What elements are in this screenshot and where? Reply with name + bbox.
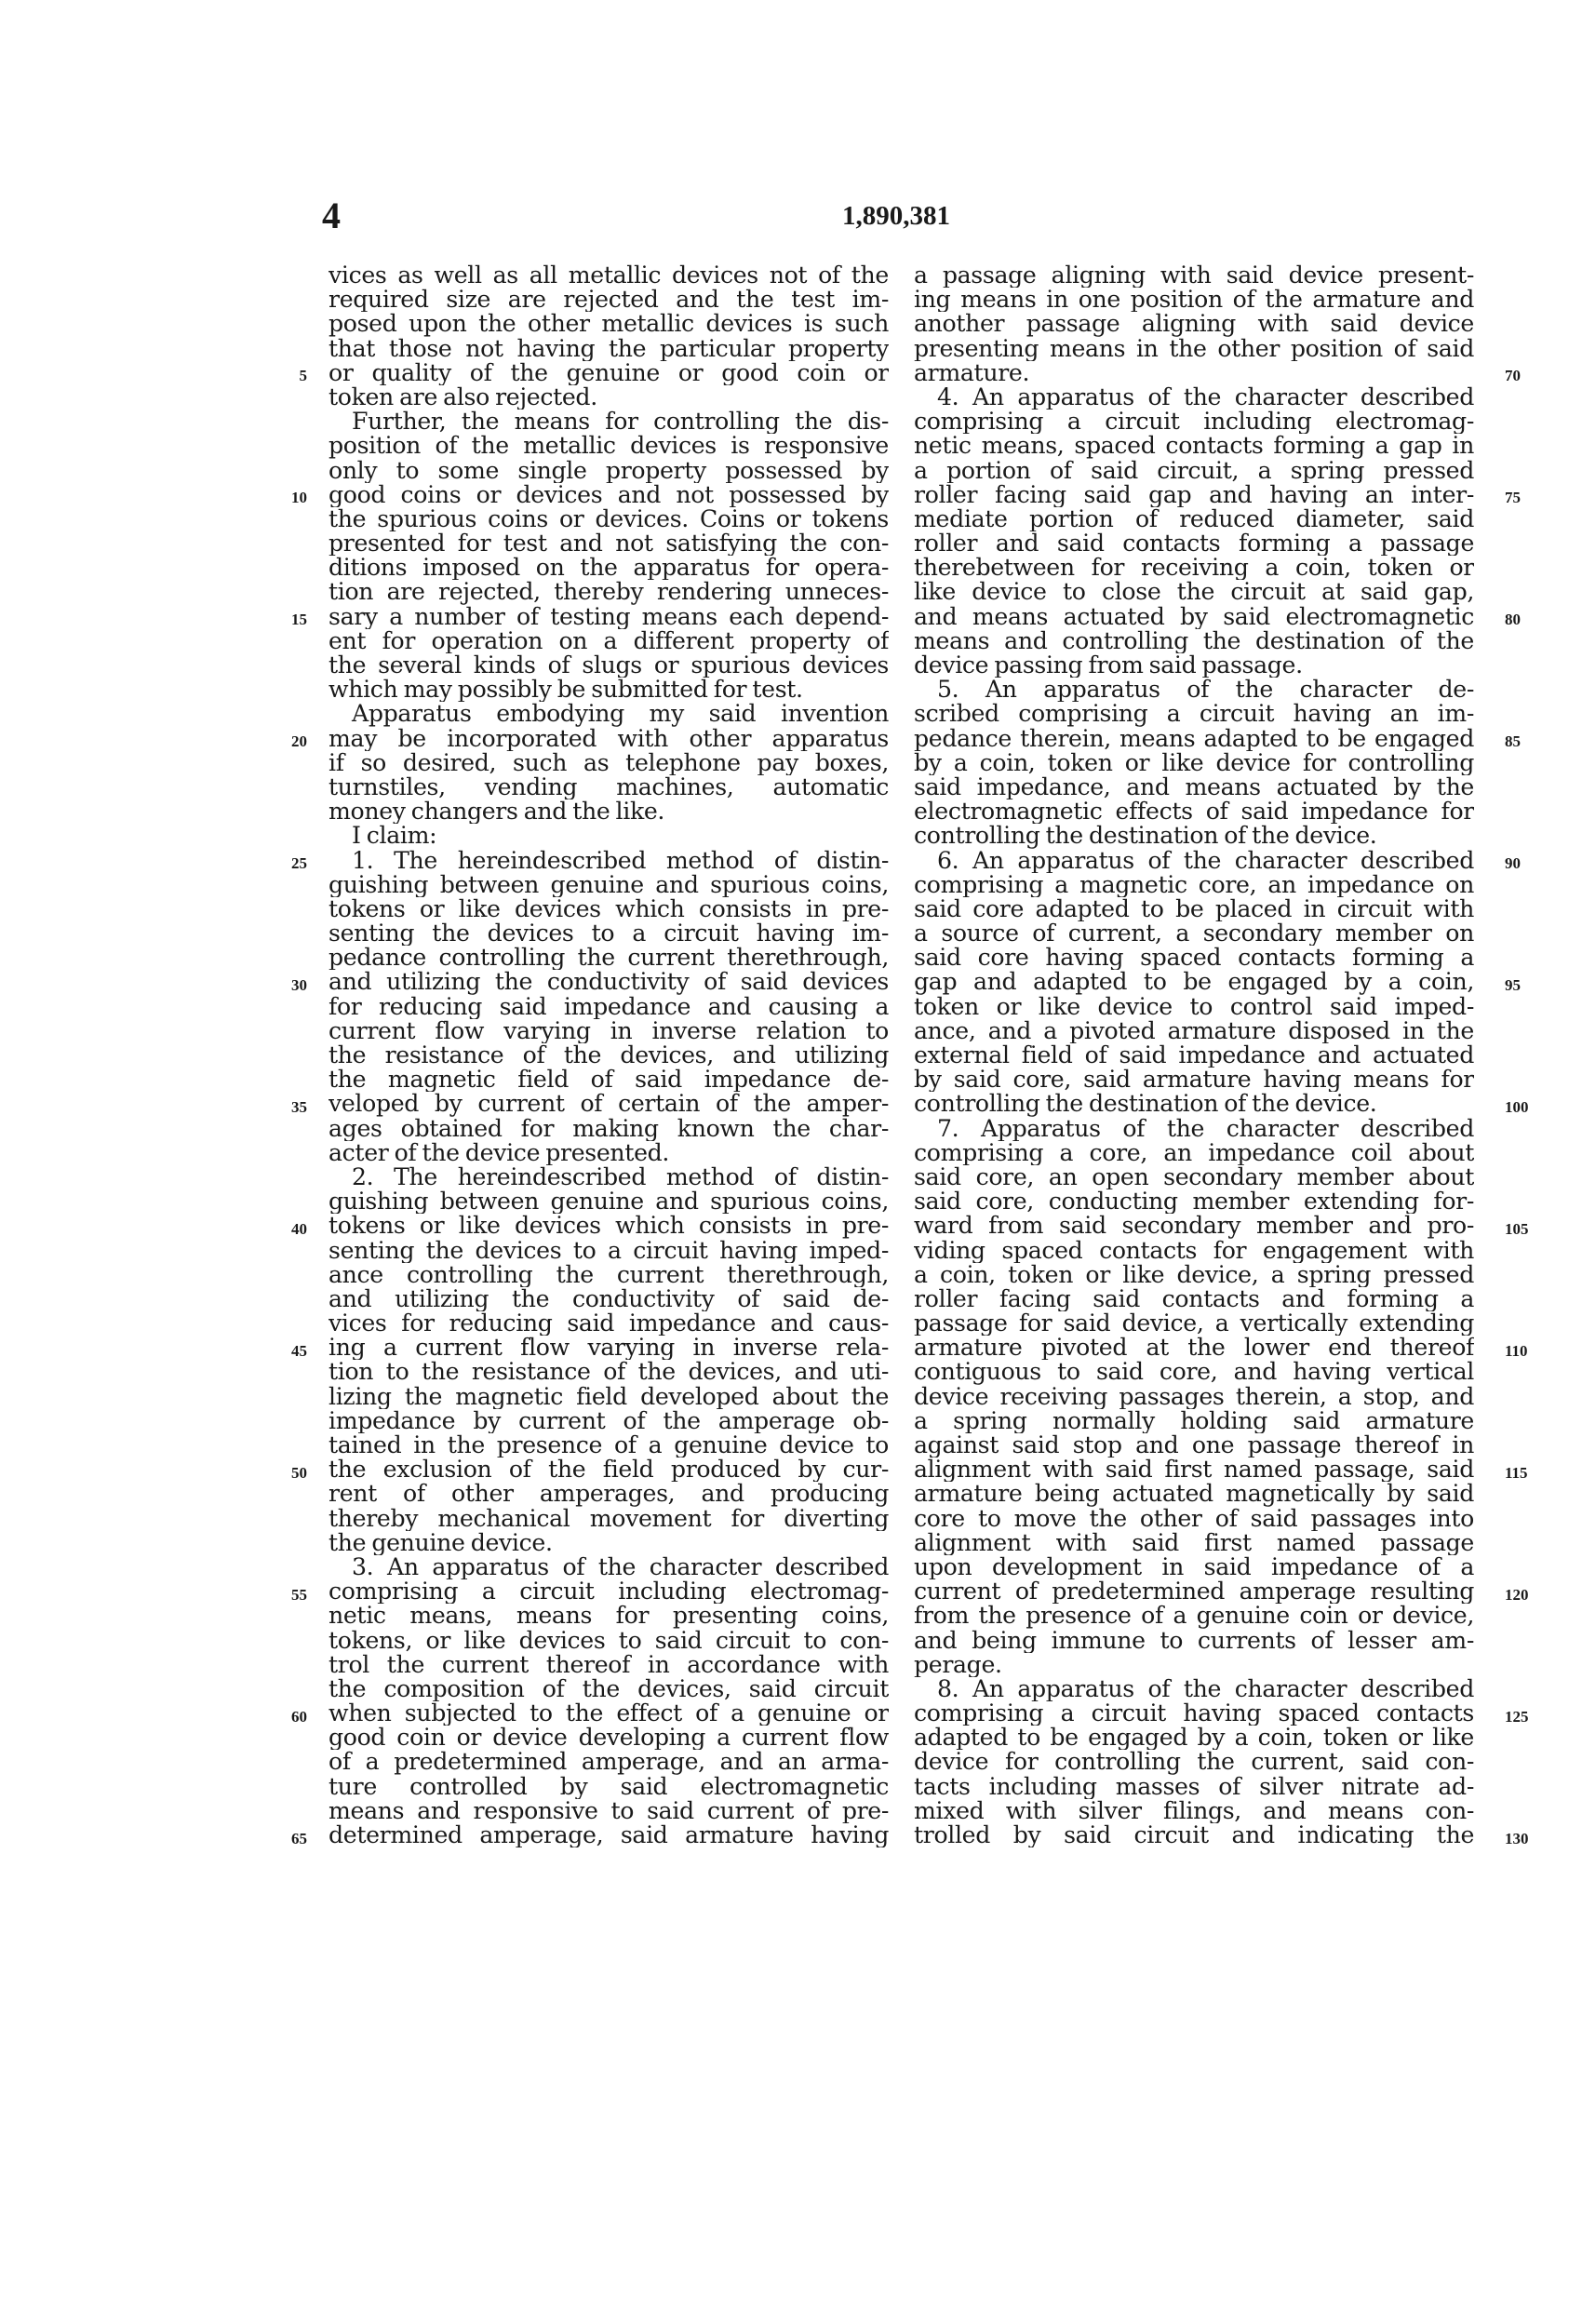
text-line: the several kinds of slugs or spurious devices: [328, 653, 889, 678]
margin-line-number: 10: [291, 488, 307, 506]
text-line: a coin, token or like device, a spring pressed: [914, 1262, 1474, 1287]
text-line: 7. Apparatus of the character described: [937, 1116, 1474, 1141]
text-line: roller facing said contacts and forming a: [914, 1286, 1474, 1312]
margin-line-number: 80: [1505, 610, 1521, 628]
text-line: said core, conducting member extending for-: [914, 1189, 1474, 1215]
text-line: ent for operation on a different property of: [328, 628, 889, 653]
text-line: comprising a circuit including electromag-: [328, 1579, 889, 1605]
text-line: roller and said contacts forming a passage: [914, 531, 1474, 557]
text-line: guishing between genuine and spurious coins,: [328, 872, 889, 897]
text-line: thereby mechanical movement for diverting: [328, 1506, 889, 1531]
text-line: a passage aligning with said device present-: [914, 263, 1474, 289]
patent-number: 1,890,381: [842, 201, 950, 231]
margin-line-number: 35: [291, 1097, 307, 1116]
text-line: required size are rejected and the test im-: [328, 288, 889, 313]
margin-line-number: 90: [1505, 853, 1521, 872]
text-line: Apparatus embodying my said invention: [352, 702, 889, 727]
text-line: ance, and a pivoted armature disposed in the: [914, 1018, 1474, 1043]
text-line: pedance controlling the current therethrough,: [328, 946, 889, 971]
text-line: scribed comprising a circuit having an im-: [914, 702, 1474, 727]
text-line: 4. An apparatus of the character described: [937, 384, 1474, 410]
text-line: ance controlling the current therethrough,: [328, 1262, 889, 1287]
text-line: tokens or like devices which consists in pre-: [328, 1214, 889, 1239]
margin-line-number: 115: [1505, 1463, 1528, 1482]
text-line: 6. An apparatus of the character described: [937, 848, 1474, 873]
text-line: which may possibly be submitted for test.: [328, 678, 803, 703]
text-line: gap and adapted to be engaged by a coin,: [914, 970, 1474, 995]
text-line: tokens or like devices which consists in pre-: [328, 896, 889, 922]
text-line: 5. An apparatus of the character de-: [937, 678, 1474, 703]
text-line: means and responsive to said current of pre-: [328, 1798, 889, 1823]
text-line: from the presence of a genuine coin or device,: [914, 1604, 1474, 1629]
text-line: ward from said secondary member and pro-: [914, 1214, 1474, 1239]
text-line: current of predetermined amperage resulting: [914, 1579, 1474, 1605]
text-line: therebetween for receiving a coin, token or: [914, 556, 1474, 581]
text-line: device passing from said passage.: [914, 653, 1303, 678]
text-line: impedance by current of the amperage ob-: [328, 1408, 889, 1433]
text-line: 1. The hereindescribed method of distin-: [352, 848, 889, 873]
text-line: the exclusion of the field produced by cur-: [328, 1458, 889, 1483]
text-line: sary a number of testing means each depend-: [328, 604, 889, 629]
text-line: roller facing said gap and having an inter-: [914, 482, 1474, 507]
margin-line-number: 110: [1505, 1341, 1528, 1360]
text-line: good coin or device developing a current flow: [328, 1726, 889, 1751]
margin-line-number: 25: [291, 853, 307, 872]
text-line: alignment with said first named passage, said: [914, 1458, 1474, 1483]
text-line: viding spaced contacts for engagement with: [914, 1238, 1474, 1263]
text-line: said core adapted to be placed in circuit with: [914, 896, 1474, 922]
text-line: by a coin, token or like device for controlling: [914, 750, 1474, 775]
margin-line-number: 65: [291, 1829, 307, 1847]
text-line: if so desired, such as telephone pay boxes,: [328, 750, 889, 775]
text-line: device for controlling the current, said con-: [914, 1750, 1474, 1775]
text-line: when subjected to the effect of a genuine or: [328, 1701, 889, 1726]
text-line: ages obtained for making known the char-: [328, 1116, 889, 1141]
text-line: the resistance of the devices, and utilizing: [328, 1043, 889, 1068]
page-number: 4: [322, 195, 341, 236]
margin-line-number: 30: [291, 975, 307, 994]
text-line: tained in the presence of a genuine device to: [328, 1433, 889, 1458]
margin-line-number: 20: [291, 732, 307, 750]
text-line: the magnetic field of said impedance de-: [328, 1068, 889, 1093]
text-line: by said core, said armature having means for: [914, 1068, 1474, 1093]
text-line: ditions imposed on the apparatus for opera-: [328, 556, 889, 581]
margin-line-number: 50: [291, 1463, 307, 1482]
margin-line-number: 40: [291, 1219, 307, 1238]
text-line: passage for said device, a vertically extending: [914, 1311, 1474, 1337]
margin-line-number: 45: [291, 1341, 307, 1360]
text-line: 2. The hereindescribed method of distin-: [352, 1164, 889, 1190]
text-line: adapted to be engaged by a coin, token or like: [914, 1726, 1474, 1751]
text-line: veloped by current of certain of the amper-: [328, 1092, 889, 1117]
margin-line-number: 5: [299, 366, 307, 384]
text-line: or quality of the genuine or good coin or: [328, 360, 889, 385]
text-line: armature pivoted at the lower end thereof: [914, 1336, 1474, 1361]
text-line: ture controlled by said electromagnetic: [328, 1774, 889, 1799]
text-line: said impedance, and means actuated by the: [914, 774, 1474, 800]
margin-line-number: 95: [1505, 975, 1521, 994]
text-line: turnstiles, vending machines, automatic: [328, 774, 889, 800]
text-line: 8. An apparatus of the character described: [937, 1676, 1474, 1702]
text-line: external field of said impedance and actuated: [914, 1043, 1474, 1068]
text-line: guishing between genuine and spurious coins,: [328, 1189, 889, 1215]
left-text-column: [328, 263, 889, 1847]
text-line: mixed with silver filings, and means con-: [914, 1798, 1474, 1823]
text-line: rent of other amperages, and producing: [328, 1482, 889, 1507]
margin-line-number: 100: [1505, 1097, 1529, 1116]
text-line: and being immune to currents of lesser am-: [914, 1628, 1474, 1653]
text-line: alignment with said first named passage: [914, 1530, 1474, 1555]
margin-line-number: 85: [1505, 732, 1521, 750]
text-line: means and controlling the destination of the: [914, 628, 1474, 653]
text-line: controlling the destination of the device.: [914, 1092, 1377, 1117]
text-line: money changers and the like.: [328, 799, 665, 825]
text-line: a portion of said circuit, a spring pressed: [914, 458, 1474, 483]
margin-line-number: 70: [1505, 366, 1521, 384]
margin-line-number: 75: [1505, 488, 1521, 506]
text-line: senting the devices to a circuit having im-: [328, 921, 889, 947]
text-line: vices as well as all metallic devices not of the: [328, 263, 889, 289]
text-line: another passage aligning with said device: [914, 312, 1474, 337]
text-line: trolled by said circuit and indicating the: [914, 1823, 1474, 1848]
text-line: controlling the destination of the device.: [914, 824, 1377, 849]
text-line: trol the current thereof in accordance with: [328, 1652, 889, 1677]
margin-line-number: 15: [291, 610, 307, 628]
text-line: a spring normally holding said armature: [914, 1408, 1474, 1433]
text-line: position of the metallic devices is responsive: [328, 434, 889, 459]
text-line: the spurious coins or devices. Coins or tokens: [328, 506, 889, 532]
text-line: 3. An apparatus of the character described: [352, 1554, 889, 1580]
text-line: comprising a magnetic core, an impedance on: [914, 872, 1474, 897]
margin-line-number: 125: [1505, 1707, 1529, 1726]
text-line: and means actuated by said electromagnetic: [914, 604, 1474, 629]
text-line: Further, the means for controlling the dis-: [352, 410, 889, 435]
text-line: the composition of the devices, said circuit: [328, 1676, 889, 1702]
text-line: presented for test and not satisfying the con-: [328, 531, 889, 557]
text-line: ing a current flow varying in inverse rela-: [328, 1336, 889, 1361]
text-line: current flow varying in inverse relation to: [328, 1018, 889, 1043]
margin-line-number: 105: [1505, 1219, 1529, 1238]
text-line: and utilizing the conductivity of said devices: [328, 970, 889, 995]
text-line: senting the devices to a circuit having imped-: [328, 1238, 889, 1263]
text-line: token or like device to control said imped-: [914, 994, 1474, 1019]
margin-line-number: 120: [1505, 1585, 1529, 1604]
text-line: of a predetermined amperage, and an arma-: [328, 1750, 889, 1775]
text-line: said core having spaced contacts forming a: [914, 946, 1474, 971]
text-line: netic means, means for presenting coins,: [328, 1604, 889, 1629]
text-line: armature being actuated magnetically by said: [914, 1482, 1474, 1507]
margin-line-number: 130: [1505, 1829, 1529, 1847]
text-line: perage.: [914, 1652, 1002, 1677]
text-line: upon development in said impedance of a: [914, 1554, 1474, 1580]
text-line: may be incorporated with other apparatus: [328, 726, 889, 751]
text-line: determined amperage, said armature having: [328, 1823, 889, 1848]
text-line: a source of current, a secondary member on: [914, 921, 1474, 947]
text-line: for reducing said impedance and causing a: [328, 994, 889, 1019]
text-line: comprising a circuit having spaced contacts: [914, 1701, 1474, 1726]
text-line: posed upon the other metallic devices is such: [328, 312, 889, 337]
text-line: only to some single property possessed by: [328, 458, 889, 483]
text-line: ing means in one position of the armature and: [914, 288, 1474, 313]
text-line: and utilizing the conductivity of said de-: [328, 1286, 889, 1312]
text-line: core to move the other of said passages into: [914, 1506, 1474, 1531]
text-line: comprising a circuit including electromag-: [914, 410, 1474, 435]
text-line: contiguous to said core, and having vertical: [914, 1360, 1474, 1385]
right-text-column: [914, 263, 1474, 1847]
text-line: good coins or devices and not possessed by: [328, 482, 889, 507]
margin-line-number: 55: [291, 1585, 307, 1604]
margin-line-number: 60: [291, 1707, 307, 1726]
text-line: electromagnetic effects of said impedance for: [914, 799, 1474, 825]
text-line: mediate portion of reduced diameter, said: [914, 506, 1474, 532]
text-line: the genuine device.: [328, 1530, 553, 1555]
text-line: netic means, spaced contacts forming a gap in: [914, 434, 1474, 459]
text-line: lizing the magnetic field developed about the: [328, 1384, 889, 1409]
text-line: tion to the resistance of the devices, and uti-: [328, 1360, 889, 1385]
text-line: vices for reducing said impedance and caus-: [328, 1311, 889, 1337]
text-line: I claim:: [352, 824, 437, 849]
text-line: comprising a core, an impedance coil about: [914, 1140, 1474, 1165]
text-line: that those not having the particular property: [328, 336, 889, 361]
text-line: armature.: [914, 360, 1030, 385]
text-line: against said stop and one passage thereof in: [914, 1433, 1474, 1458]
text-line: like device to close the circuit at said gap,: [914, 580, 1474, 605]
text-line: tion are rejected, thereby rendering unneces-: [328, 580, 889, 605]
text-line: pedance therein, means adapted to be engaged: [914, 726, 1474, 751]
text-line: presenting means in the other position of said: [914, 336, 1474, 361]
text-line: device receiving passages therein, a stop, and: [914, 1384, 1474, 1409]
text-line: tokens, or like devices to said circuit to con-: [328, 1628, 889, 1653]
text-line: said core, an open secondary member about: [914, 1164, 1474, 1190]
text-line: token are also rejected.: [328, 384, 597, 410]
text-line: tacts including masses of silver nitrate ad-: [914, 1774, 1474, 1799]
text-line: acter of the device presented.: [328, 1140, 670, 1165]
